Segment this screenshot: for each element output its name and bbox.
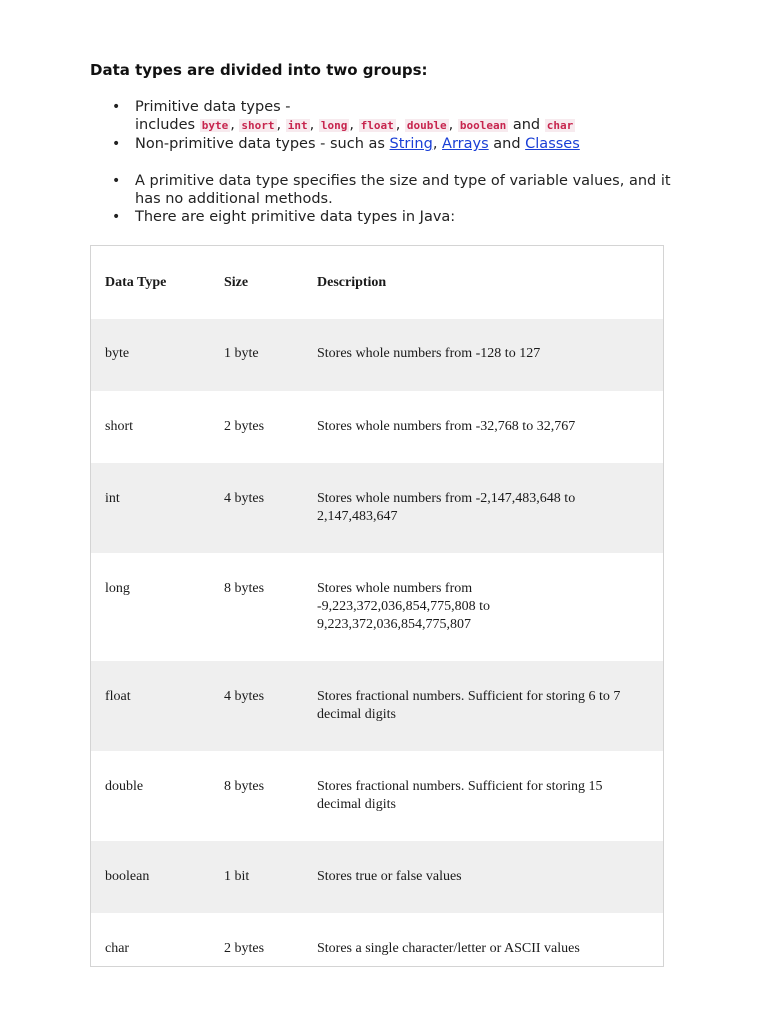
cell-description: Stores whole numbers from -2,147,483,648 to 2,147,483,647 — [317, 491, 576, 524]
cell-description: Stores a single character/letter or ASCII values — [317, 941, 580, 956]
cell-description: Stores true or false values — [317, 869, 462, 884]
cell-size: 4 bytes — [224, 689, 265, 704]
section-heading: Data types are divided into two groups: — [90, 61, 428, 79]
and-label: and — [512, 117, 541, 133]
non-primitive-group-label: Non-primitive data types - such as — [135, 136, 385, 152]
header-data-type: Data Type — [105, 275, 167, 290]
table-row — [91, 913, 663, 966]
data-type-groups-list — [90, 98, 690, 153]
cell-type: float — [105, 689, 131, 704]
table-row — [91, 463, 663, 553]
cell-size: 4 bytes — [224, 491, 265, 506]
primitive-types-table — [90, 245, 664, 967]
table-row — [91, 661, 663, 751]
cell-type: byte — [105, 346, 130, 361]
cell-type: char — [105, 941, 130, 956]
cell-type: boolean — [105, 869, 150, 884]
primitive-type-code: boolean — [459, 119, 507, 132]
primitive-type-code: int — [287, 119, 308, 132]
cell-description: Stores whole numbers from -9,223,372,036,854,775,808 to 9,223,372,036,854,775,807 — [317, 581, 491, 632]
arrays-link[interactable]: Arrays — [442, 136, 489, 152]
cell-size: 2 bytes — [224, 419, 265, 434]
table-row — [91, 841, 663, 913]
classes-link[interactable]: Classes — [525, 136, 580, 152]
cell-size: 8 bytes — [224, 779, 265, 794]
cell-type: long — [105, 581, 130, 596]
string-link[interactable]: String — [389, 136, 433, 152]
table-row — [91, 319, 663, 391]
header-size: Size — [224, 275, 249, 290]
primitive-type-code: byte — [201, 119, 229, 132]
note-item: • There are eight primitive data types in Java: — [90, 208, 690, 226]
table-row — [91, 751, 663, 841]
table-row — [91, 391, 663, 463]
cell-description: Stores fractional numbers. Sufficient for storing 6 to 7 decimal digits — [317, 689, 621, 722]
cell-size: 2 bytes — [224, 941, 265, 956]
primitive-type-code: short — [241, 119, 275, 132]
cell-size: 8 bytes — [224, 581, 265, 596]
cell-description: Stores fractional numbers. Sufficient for storing 15 decimal digits — [317, 779, 603, 812]
cell-type: double — [105, 779, 144, 794]
note-item: • A primitive data type specifies the size and type of variable values, and it has no additional methods. — [90, 172, 690, 208]
primitive-group-label: Primitive data types - — [135, 99, 291, 115]
cell-size: 1 byte — [224, 346, 259, 361]
primitive-type-code: char — [546, 119, 574, 132]
cell-type: int — [105, 491, 120, 506]
table-row — [91, 553, 663, 661]
cell-size: 1 bit — [224, 869, 250, 884]
and-label: and — [493, 136, 521, 152]
cell-type: short — [105, 419, 133, 434]
header-description: Description — [317, 275, 387, 290]
primitive-notes-list — [90, 172, 690, 226]
cell-description: Stores whole numbers from -128 to 127 — [317, 346, 541, 361]
table-header-row — [91, 246, 663, 319]
primitive-type-code: float — [360, 119, 394, 132]
primitive-type-code: double — [406, 119, 447, 132]
primitive-group-item: • Primitive data types - includes byte , short , int , long , float , double , boolean and char — [90, 98, 690, 135]
primitive-type-code: long — [320, 119, 348, 132]
cell-description: Stores whole numbers from -32,768 to 32,767 — [317, 419, 576, 434]
includes-label: includes — [135, 117, 196, 133]
non-primitive-group-item: • Non-primitive data types - such as String, Arrays and Classes — [90, 135, 690, 153]
